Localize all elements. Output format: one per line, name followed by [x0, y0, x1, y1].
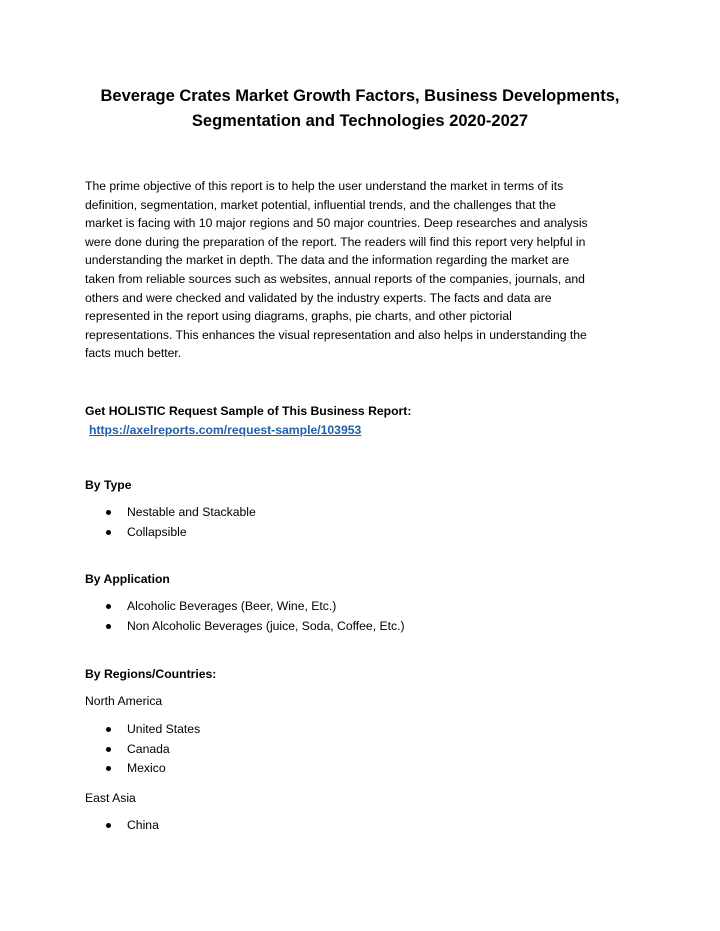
list-item	[85, 617, 405, 637]
intro-line: The prime objective of this report is to help the user understand the market in terms of its	[85, 179, 564, 193]
list-item	[85, 503, 256, 523]
intro-line: were done during the preparation of the report. The readers will find this report very helpful in	[85, 234, 586, 249]
intro-line: taken from reliable sources such as websites, annual reports of the companies, journals, and	[85, 271, 585, 286]
sample-request-label: Get HOLISTIC Request Sample of This Business Report:	[85, 404, 412, 418]
list-item-label: Collapsible	[127, 524, 187, 539]
by-type-list	[85, 503, 256, 542]
list-item-label: United States	[127, 722, 201, 736]
region-north-america-label: North America	[85, 694, 163, 708]
list-item	[85, 523, 256, 543]
by-application-list	[85, 597, 405, 636]
east-asia-list	[85, 816, 159, 836]
list-item	[85, 720, 200, 740]
bullet-icon	[106, 823, 111, 828]
intro-line: others and were checked and validated by the industry experts. The facts and data are	[85, 290, 552, 305]
intro-line: facts much better.	[85, 346, 182, 361]
bullet-icon	[106, 727, 111, 732]
list-item	[85, 816, 159, 836]
sample-request-link[interactable]: https://axelreports.com/request-sample/103953	[89, 422, 362, 437]
intro-line: representations. This enhances the visual representation and also helps in understanding the	[85, 327, 587, 342]
list-item-label: China	[127, 818, 159, 832]
list-item	[85, 597, 405, 617]
title-line-1: Beverage Crates Market Growth Factors, Business Developments,	[100, 87, 620, 105]
bullet-icon	[106, 747, 111, 752]
sample-request-block	[85, 402, 411, 439]
region-east-asia-label: East Asia	[85, 791, 136, 805]
intro-line: definition, segmentation, market potential, influential trends, and the challenges that the	[85, 197, 556, 212]
intro-line: understanding the market in depth. The data and the information regarding the market are	[85, 253, 570, 268]
list-item	[85, 759, 200, 779]
bullet-icon	[106, 766, 111, 771]
list-item-label: Mexico	[127, 761, 166, 775]
by-type-heading: By Type	[85, 478, 132, 492]
by-application-heading: By Application	[85, 572, 170, 586]
list-item	[85, 740, 200, 760]
intro-line: represented in the report using diagrams, graphs, pie charts, and other pictorial	[85, 309, 512, 324]
list-item-label: Canada	[127, 741, 170, 756]
bullet-icon	[106, 510, 111, 515]
bullet-icon	[106, 624, 111, 629]
by-regions-heading: By Regions/Countries:	[85, 667, 217, 681]
north-america-list	[85, 720, 200, 779]
list-item-label: Alcoholic Beverages (Beer, Wine, Etc.)	[127, 599, 337, 613]
list-item-label: Non Alcoholic Beverages (juice, Soda, Coffee, Etc.)	[127, 618, 405, 633]
bullet-icon	[106, 530, 111, 535]
page-title	[60, 84, 660, 134]
title-line-2: Segmentation and Technologies 2020-2027	[191, 112, 529, 130]
intro-paragraph	[85, 177, 645, 363]
bullet-icon	[106, 604, 111, 609]
intro-line: market is facing with 10 major regions and 50 major countries. Deep researches and analysis	[85, 216, 588, 231]
list-item-label: Nestable and Stackable	[127, 505, 256, 519]
